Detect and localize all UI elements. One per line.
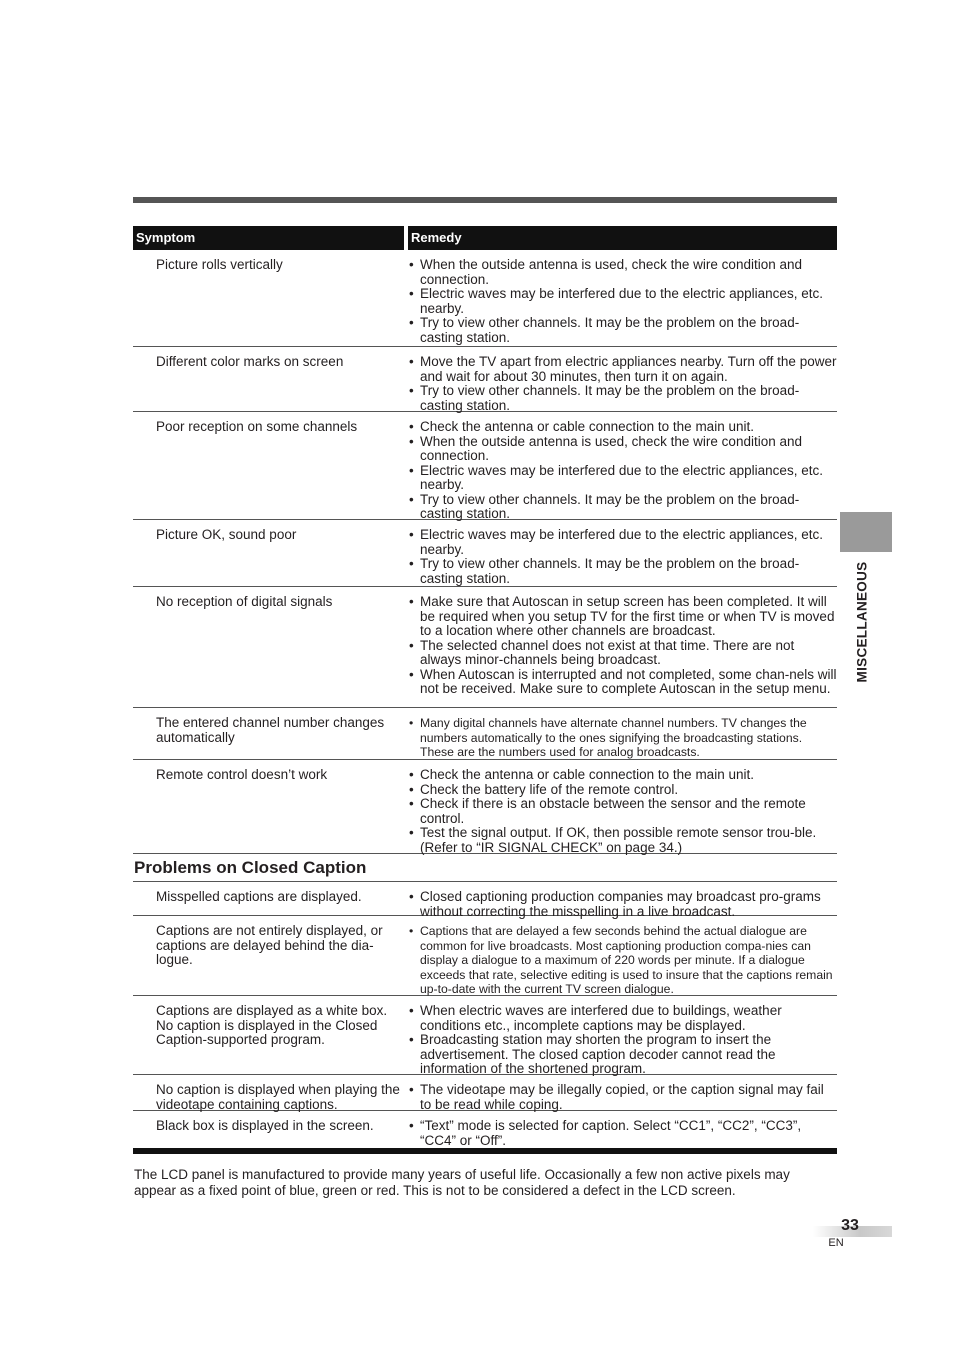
remedy-cell [408, 520, 837, 586]
table-header [133, 226, 837, 250]
remedy-cell [408, 916, 837, 995]
remedy-cell [408, 882, 837, 919]
section-side-label [853, 552, 871, 692]
remedy-item: • Check the battery life of the remote control. [408, 783, 837, 798]
remedy-item: • Many digital channels have alternate channel numbers. TV changes the numbers automatically to the ones signifying the broadcasting stations. These are the numbers used for analog broadcasts. [408, 716, 837, 760]
bottom-rule [133, 1148, 837, 1154]
remedy-item: • When the outside antenna is used, check the wire condition and connection. [408, 258, 837, 287]
section-title: Problems on Closed Caption [134, 858, 367, 877]
remedy-item: • Check if there is an obstacle between the sensor and the remote control. [408, 797, 837, 826]
symptom-cell: Black box is displayed in the screen. [156, 1118, 374, 1133]
table-row [133, 347, 837, 412]
symptom-cell: No reception of digital signals [156, 594, 333, 609]
symptom-header: Symptom [133, 226, 404, 250]
symptom-cell: Misspelled captions are displayed. [156, 889, 362, 904]
symptom-cell: Different color marks on screen [156, 354, 344, 369]
remedy-header: Remedy [408, 226, 837, 250]
symptom-text: No caption is displayed in the Closed Caption-supported program. [156, 1017, 378, 1047]
side-tab [840, 512, 892, 552]
remedy-item: • Test the signal output. If OK, then possible remote sensor trou-ble. (Refer to “IR SIGNAL CHECK” on page 34.) [408, 826, 837, 855]
lcd-note: The LCD panel is manufactured to provide many years of useful life. Occasionally a few non active pixels may appear as a fixed point of blue, green or red. This is not to be considered a defect in the LCD screen. [134, 1167, 790, 1198]
troubleshooting-table [133, 226, 837, 1149]
table-row [133, 916, 837, 996]
table-row [133, 882, 837, 919]
remedy-cell [408, 412, 837, 519]
remedy-cell [408, 587, 837, 707]
remedy-item: • Check the antenna or cable connection to the main unit. [408, 420, 837, 435]
remedy-cell [408, 996, 837, 1074]
remedy-item: • Broadcasting station may shorten the program to insert the advertisement. The closed caption decoder cannot read the information of the shortened program. [408, 1033, 837, 1077]
table-row [133, 1075, 837, 1111]
remedy-item: • The selected channel does not exist at that time. There are not always minor-channels being broadcast. [408, 639, 837, 668]
remedy-item: • Try to view other channels. It may be the problem on the broad-casting station. [408, 493, 837, 522]
remedy-item: • The videotape may be illegally copied, or the caption signal may fail to be read while coping. [408, 1083, 837, 1112]
remedy-item: • Electric waves may be interfered due to the electric appliances, etc. nearby. [408, 528, 837, 557]
remedy-item: • When electric waves are interfered due to buildings, weather conditions etc., incomplete captions may be displayed. [408, 1004, 837, 1033]
remedy-item: • Try to view other channels. It may be the problem on the broad-casting station. [408, 557, 837, 586]
symptom-cell: Picture rolls vertically [156, 257, 283, 272]
remedy-item: • “Text” mode is selected for caption. Select “CC1”, “CC2”, “CC3”, “CC4” or “Off”. [408, 1119, 837, 1148]
table-row [133, 520, 837, 587]
remedy-item: • Electric waves may be interfered due to the electric appliances, etc. nearby. [408, 287, 837, 316]
table-row [133, 587, 837, 708]
remedy-item: • Check the antenna or cable connection to the main unit. [408, 768, 837, 783]
remedy-cell [408, 1111, 837, 1149]
remedy-item: • Try to view other channels. It may be the problem on the broad-casting station. [408, 384, 837, 413]
symptom-cell: Remote control doesn’t work [156, 767, 328, 782]
remedy-item: • When the outside antenna is used, check the wire condition and connection. [408, 435, 837, 464]
remedy-item: • Try to view other channels. It may be the problem on the broad-casting station. [408, 316, 837, 345]
symptom-cell: Poor reception on some channels [156, 419, 358, 434]
table-row [133, 1111, 837, 1149]
page-language: EN [828, 1237, 844, 1249]
remedy-item: • Closed captioning production companies may broadcast pro-grams without correcting the misspelling in a live broadcast. [408, 890, 837, 919]
side-label-text: MISCELLANEOUS [854, 561, 870, 683]
table-row [133, 250, 837, 347]
remedy-cell [408, 347, 837, 411]
page-number: 33 [841, 1217, 859, 1234]
remedy-cell [408, 1075, 837, 1110]
table-row [133, 760, 837, 854]
symptom-cell [133, 996, 408, 1074]
symptom-cell: The entered channel number changes automatically [156, 715, 385, 745]
remedy-item: • When Autoscan is interrupted and not completed, some chan-nels will not be received. Make sure to complete Autoscan in the setup menu. [408, 668, 837, 697]
symptom-cell: Picture OK, sound poor [156, 527, 297, 542]
remedy-item: • Make sure that Autoscan in setup screen has been completed. It will be required when you setup TV for the first time or when TV is moved to a location where other channels are broadcast. [408, 595, 837, 639]
remedy-item: • Captions that are delayed a few seconds behind the actual dialogue are common for live broadcasts. Most captioning production compa-nies can display a dialogue to a maximum of 220 words per minute. If a dialogue exceeds that rate, selective editing is used to insure that the captions remain up-to-date with the current TV screen dialogue. [408, 924, 837, 997]
table-row [133, 996, 837, 1075]
top-rule [133, 197, 837, 203]
section-closed-caption [133, 854, 837, 882]
remedy-cell [408, 708, 837, 759]
remedy-cell [408, 760, 837, 853]
symptom-cell: Captions are not entirely displayed, or captions are delayed behind the dia-logue. [156, 923, 383, 967]
table-row [133, 708, 837, 760]
symptom-cell: No caption is displayed when playing the videotape containing captions. [156, 1082, 400, 1112]
remedy-cell [408, 250, 837, 346]
remedy-item: • Move the TV apart from electric appliances nearby. Turn off the power and wait for about 30 minutes, then turn it on again. [408, 355, 837, 384]
table-row [133, 412, 837, 520]
symptom-text: Captions are displayed as a white box. [156, 1003, 388, 1018]
remedy-item: • Electric waves may be interfered due to the electric appliances, etc. nearby. [408, 464, 837, 493]
